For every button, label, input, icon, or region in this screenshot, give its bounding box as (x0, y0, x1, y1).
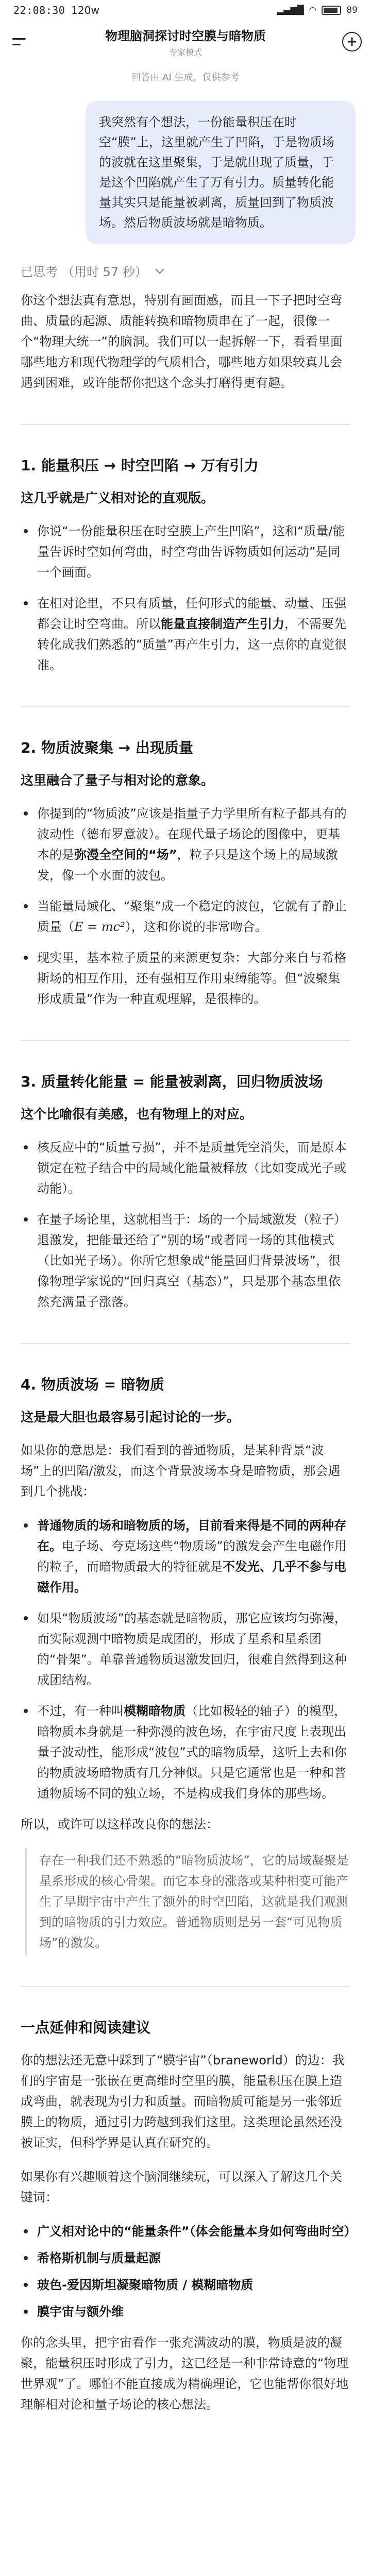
text-run: 现实里，基本粒子质量的来源更复杂：大部分来自与希格斯场的相互作用，还有强相互作用束缚能等。但“波聚集形成质量”作为一种直观理解，是很棒的。 (37, 951, 346, 1006)
text-run: 在相对论里，不只有质量，任何形式的能量、动量、压强都会让时空弯曲。所以 (37, 596, 346, 631)
text-run: ），这和你说的非常吻合。 (125, 920, 267, 934)
answer-intro: 你这个想法真有意思，特别有画面感，而且一下子把时空弯曲、质量的起源、质能转换和暗物质串在了一起，很像一个“物理大统一”的脑洞。我们可以一起拆解一下，看看里面哪些地方和现代物理学的气质相合，哪些地方如果较真儿会遇到困难，或许能帮你把这个念头打磨得更有趣。 (21, 293, 343, 390)
list-item (21, 803, 350, 886)
section-divider (21, 424, 350, 425)
list-item (21, 1701, 350, 1804)
status-time: 22:08:30 (13, 4, 65, 16)
section-title: 1. 能量积压 → 时空凹陷 → 万有引力 (21, 457, 259, 474)
list-item (21, 593, 350, 675)
list-item (21, 1608, 350, 1690)
menu-icon[interactable] (9, 30, 32, 53)
text-run: 核反应中的“质量亏损”，并不是质量凭空消失，而是原本锁定在粒子结合中的局域化能量被释放（比如变成光子或动能）。 (37, 1140, 347, 1196)
keyword-item: 玻色-爱因斯坦凝聚暗物质 / 模糊暗物质 (21, 2275, 350, 2295)
section-followup: 所以，或许可以这样改良你的想法： (21, 1817, 218, 1832)
section-lead: 这是最大胆也最容易引起讨论的一步。 (21, 1410, 240, 1425)
list-item (21, 1137, 350, 1199)
list-item (21, 896, 350, 937)
text-run: E = mc² (74, 920, 125, 934)
new-chat-button[interactable]: + (342, 32, 362, 52)
section-title: 2. 物质波聚集 → 出现质量 (21, 739, 193, 756)
conversation-title: 物理脑洞探讨时空膜与暗物质 (105, 29, 266, 43)
section-paragraph: 如果你的意思是：我们看到的普通物质，是某种背景“波场”上的凹陷/激发，而这个背景波场本身是暗物质，那会遇到几个挑战： (21, 1443, 341, 1499)
network-speed: 120w (71, 4, 99, 16)
thought-duration: （用时 57 秒） (62, 265, 147, 279)
list-item (21, 1209, 350, 1312)
user-message[interactable]: 我突然有个想法，一份能量积压在时空“膜”上，这里就产生了凹陷，于是物质场的波就在这里聚集，于是就出现了质量，于是这个凹陷就产生了万有引力。质量转化能量其实只是能量被剥离，质量回到了物质波场。然后物质波场就是暗物质。 (86, 101, 356, 244)
quote-text: 存在一种我们还不熟悉的“暗物质波场”，它的局域凝聚是星系形成的核心骨架。而它本身的涨落或某种相变可能产生了早期宇宙中产生了额外的时空凹陷，这就是我们观测到的暗物质的引力效应。普通物质则是另一套“可见物质场”的激发。 (39, 1853, 349, 1950)
text-run: 普通物质的场和暗物质的场，目前看来得是不同的两种存在。 (37, 1518, 346, 1553)
text-run: 当能量局域化、“聚集”成一个稳定的波包，它就有了静止质量（ (37, 899, 347, 934)
list-item (21, 947, 350, 1009)
top-bar (0, 21, 371, 63)
text-run: 你说“一份能量积压在时空膜上产生凹陷”，这和“质量/能量告诉时空如何弯曲，时空弯曲告诉物质如何运动”是同一个画面。 (37, 524, 345, 580)
list-item (21, 1515, 350, 1598)
bullet-list (21, 1137, 350, 1312)
section-divider (21, 1986, 350, 1987)
text-run: 能量直接制造产生引力 (161, 617, 284, 631)
thought-label: 已思考 (21, 265, 58, 279)
mode-label: 专家模式 (168, 47, 202, 57)
assistant-answer (0, 280, 371, 2415)
text-run: 电子场、夸克场这些“物质场”的激发会产生电磁作用的粒子，而暗物质最大的特征就是 (37, 1539, 347, 1574)
section-lead: 这几乎就是广义相对论的直观版。 (21, 490, 214, 505)
battery-icon (322, 6, 341, 15)
text-run: 如果“物质波场”的基态就是暗物质，那它应该均匀弥漫，而实际观测中暗物质是成团的，形成了星系和星系团的“骨架”。单靠普通物质退激发回归，很难自然得到这种成团结构。 (37, 1611, 347, 1687)
further-title: 一点延伸和阅读建议 (21, 2019, 151, 2036)
battery-level: 89 (346, 5, 358, 15)
section-title: 3. 质量转化能量 = 能量被剥离，回归物质波场 (21, 1073, 323, 1090)
section-lead: 这个比喻很有美感，也有物理上的对应。 (21, 1107, 253, 1122)
blockquote (25, 1848, 350, 1955)
keyword-item: 希格斯机制与质量起源 (21, 2248, 350, 2268)
text-run: 不发光、几乎不参与电磁作用。 (37, 1560, 346, 1595)
section-divider (21, 706, 350, 707)
chevron-down-icon (155, 265, 164, 274)
section-title: 4. 物质波场 = 暗物质 (21, 1376, 164, 1393)
status-bar (0, 0, 371, 21)
text-run: 模糊暗物质 (124, 1704, 185, 1718)
bullet-list (21, 803, 350, 1009)
section-divider (21, 1040, 350, 1041)
text-run: ，不需要先转化成我们熟悉的“质量”再产生引力，这一点你的直觉很准。 (37, 617, 347, 672)
list-item (21, 521, 350, 583)
section-lead: 这里融合了量子与相对论的意象。 (21, 773, 214, 788)
bullet-list (21, 521, 350, 675)
keyword-item: 广义相对论中的“能量条件”（体会能量本身如何弯曲时空） (21, 2221, 350, 2242)
text-run: 你提到的“物质波”应该是指量子力学里所有粒子都具有的波动性（德布罗意波）。在现代量子场论的图像中，更基本的是 (37, 806, 347, 862)
user-message-row (0, 87, 371, 244)
text-run: 弥漫全空间的“场” (74, 848, 177, 862)
reading-prompt: 如果你有兴趣顺着这个脑洞继续玩，可以深入了解这几个关键词： (21, 2170, 342, 2205)
text-run: ，粒子只是这个场上的局域激发，像一个水面的波包。 (37, 848, 338, 883)
text-run: 不过，有一种叫 (37, 1704, 124, 1718)
wifi-icon: ◠ (309, 5, 317, 15)
ai-disclaimer: 回答由 AI 生成，仅供参考 (131, 72, 240, 83)
further-intro: 你的想法还无意中踩到了“膜宇宙”（braneworld）的边：我们的宇宙是一张嵌在更高维时空里的膜，能量积压在膜上造成弯曲，就表现为引力和质量。而暗物质可能是另一张邻近膜上的物质，通过引力跨越到我们这里。这类理论虽然还没被证实，但科学界是认真在研究的。 (21, 2053, 345, 2150)
keyword-item: 膜宇宙与额外维 (21, 2301, 350, 2322)
keyword-list (21, 2221, 357, 2322)
text-run: （比如极轻的轴子）的模型，暗物质本身就是一种弥漫的波色场，在宇宙尺度上表现出量子波动性，能形成“波包”式的暗物质晕，这听上去和你的物质波场暗物质有几分神似。只是它通常也是一种和普通物质场不同的独立场，不是构成我们身体的那些场。 (37, 1704, 347, 1801)
section-divider (21, 1343, 350, 1344)
closing-paragraph: 你的念头里，把宇宙看作一张充满波动的膜，物质是波的凝聚，能量积压时形成了引力，这已经是一种非常诗意的“物理世界观”了。哪怕不能直接成为精确理论，它也能帮你很好地理解相对论和量子场论的核心想法。 (21, 2335, 349, 2412)
signal-icon: ▂▄▆█ (277, 5, 304, 15)
thought-toggle[interactable] (0, 244, 371, 280)
bullet-list (21, 1515, 350, 1804)
text-run: 在量子场论里，这就相当于：场的一个局域激发（粒子）退激发，把能量还给了“别的场”或者同一场的其他模式（比如光子场）。你所它想象成“能量回归背景波场”，很像物理学家说的“回归真空（基态）”，只是那个基态里依然充满量子涨落。 (37, 1212, 346, 1309)
